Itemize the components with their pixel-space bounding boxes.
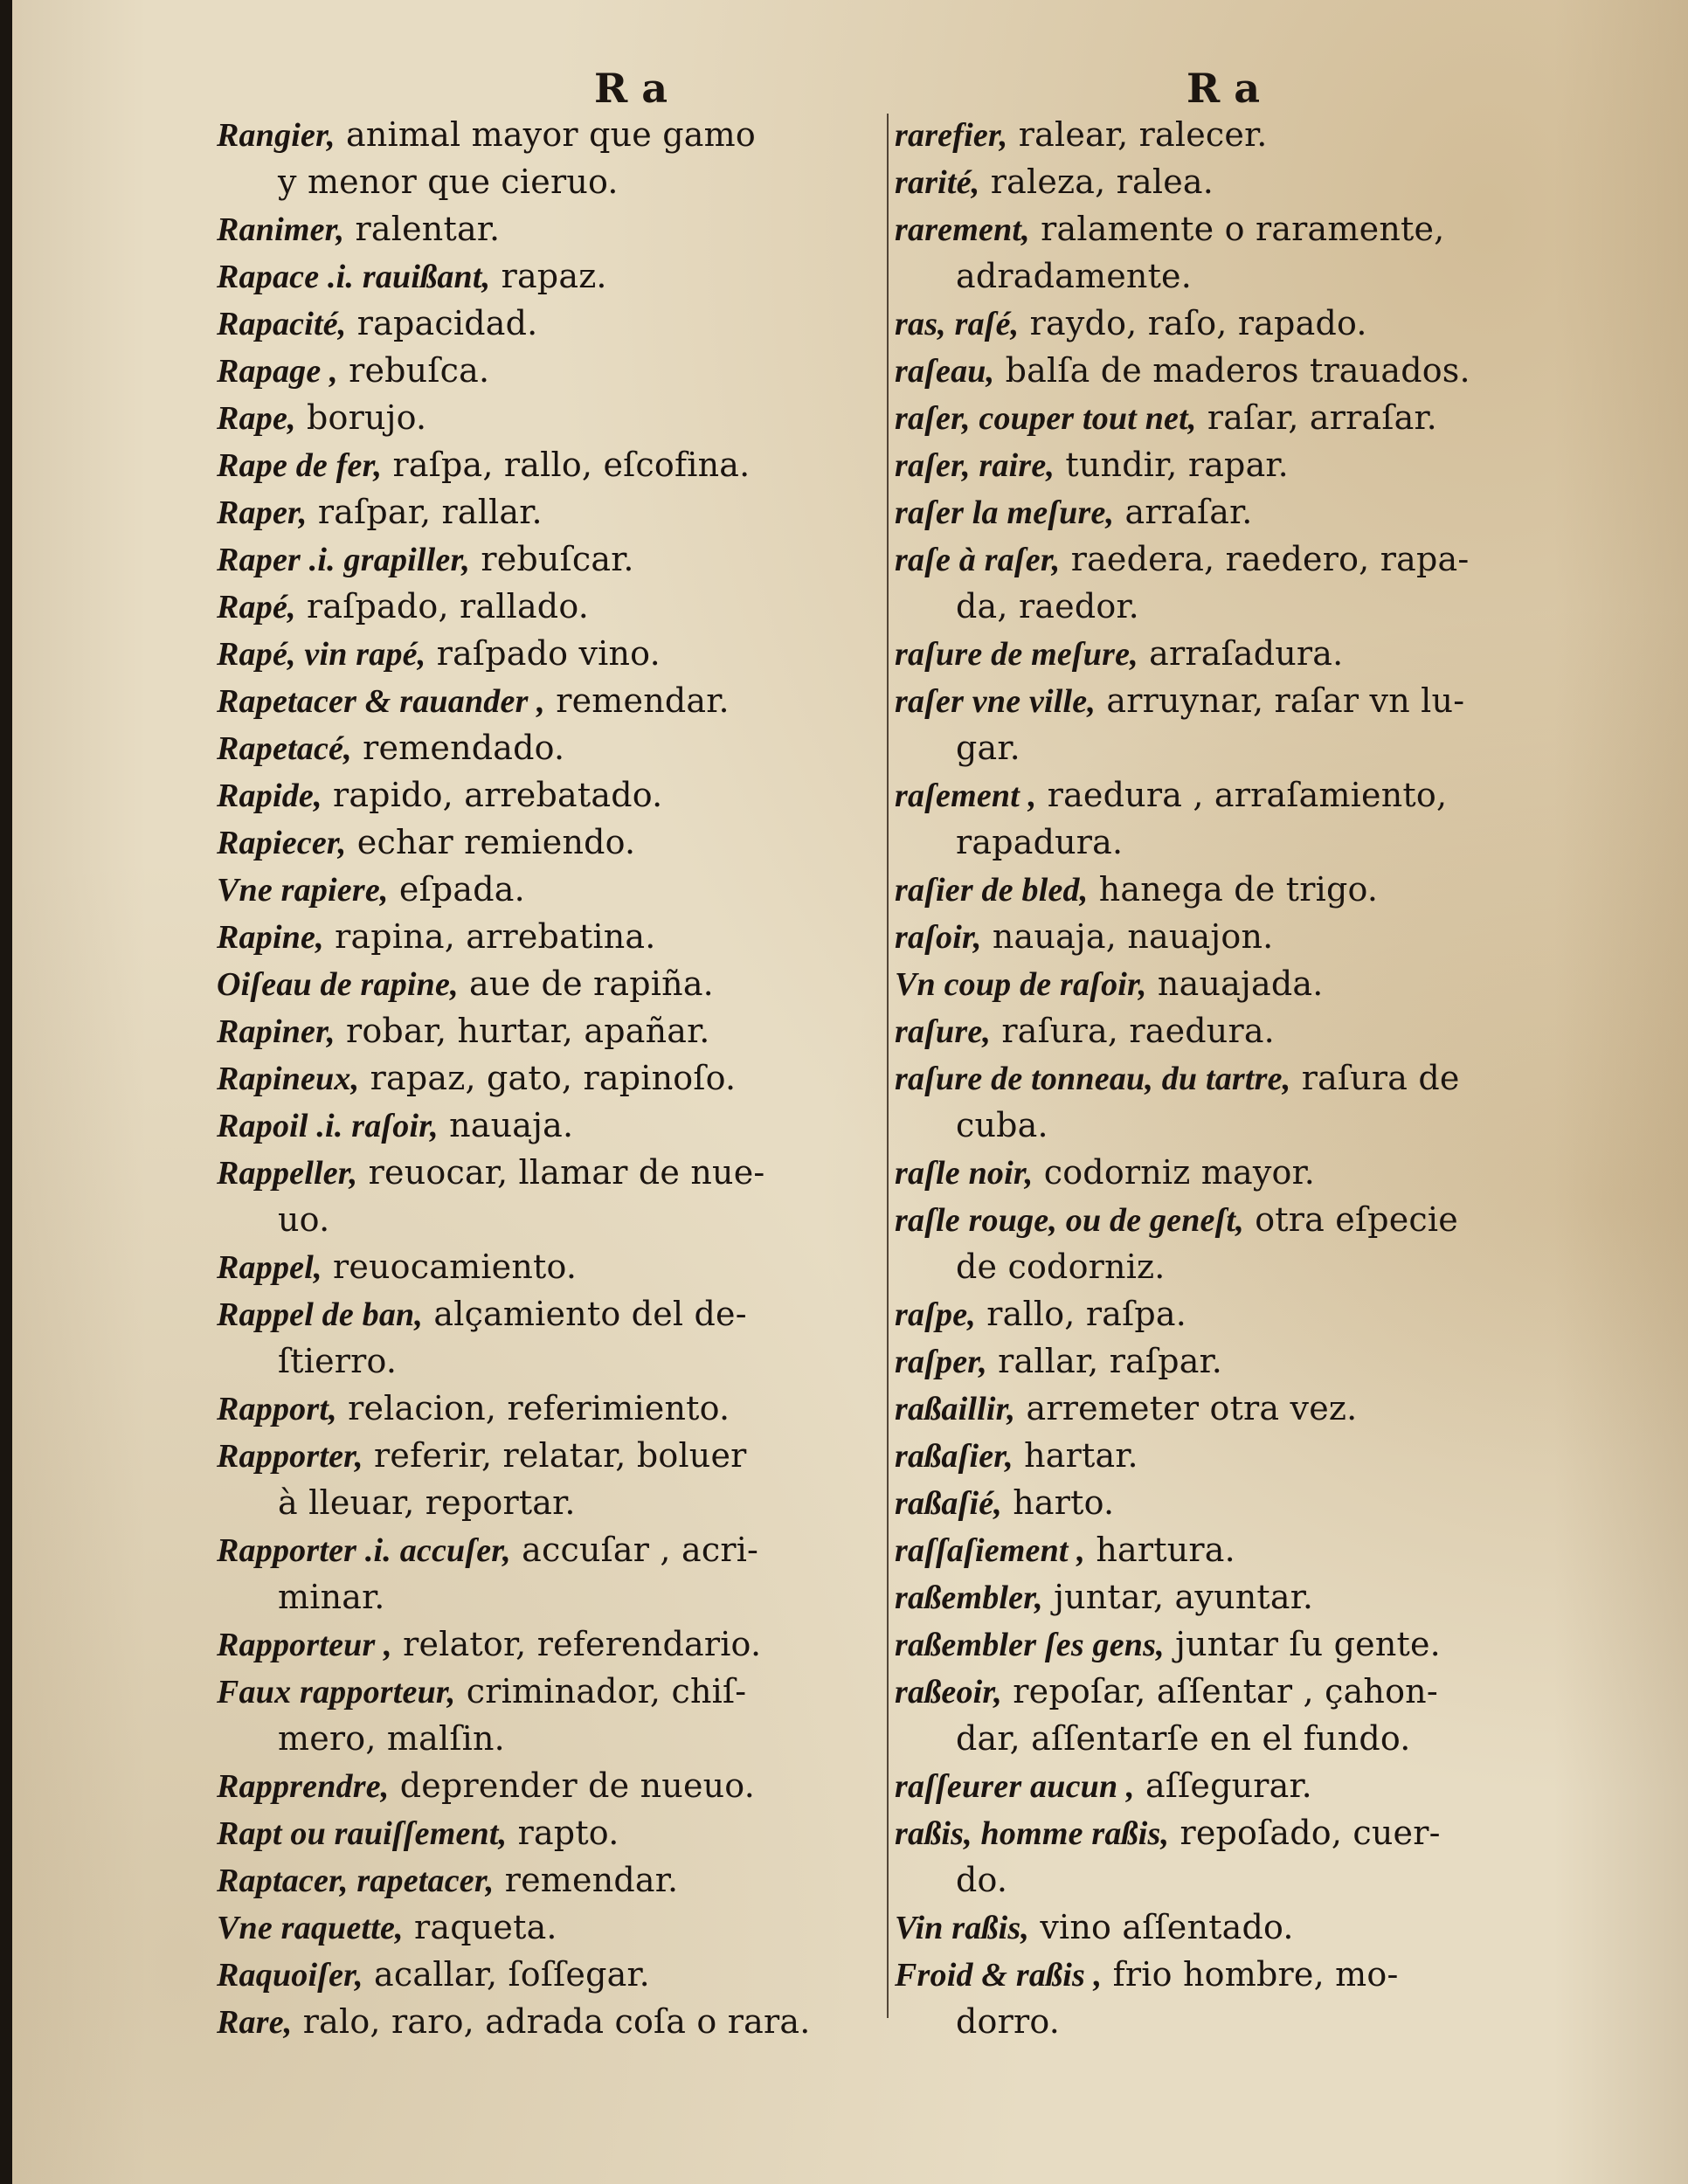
dictionary-entry-line [217,1150,907,1197]
dictionary-entry-line [217,1197,907,1244]
dictionary-entry-line [895,206,1594,253]
entry-headword: Rapage , [217,353,338,390]
entry-definition: hartar. [1013,1436,1138,1475]
entry-headword: Rapineux, [217,1061,360,1097]
entry-definition: cuba. [956,1106,1048,1144]
entry-definition: codorniz mayor. [1033,1153,1316,1192]
entry-definition: balſa de maderos trauados. [994,351,1470,390]
entry-definition: reuocamiento. [322,1248,578,1286]
entry-headword: Rappel, [217,1249,322,1286]
entry-headword: raßaſié, [895,1485,1002,1522]
entry-definition: adradamente. [956,257,1193,295]
dictionary-entry-line [895,112,1594,159]
dictionary-entry-line [217,1102,907,1150]
entry-definition: relacion, referimiento. [336,1389,730,1427]
dictionary-entry-line [895,1999,1594,2046]
entry-definition: rapina, arrebatina. [323,917,656,956]
dictionary-entry-line [217,1999,907,2046]
entry-headword: Rapporteur , [217,1627,392,1663]
entry-definition: rapaz, gato, rapinoſo. [359,1059,737,1097]
dictionary-entry-line [895,1008,1594,1055]
entry-headword: Rapé, vin rapé, [217,636,426,673]
entry-headword: Rapetacer & rauander , [217,683,545,720]
entry-headword: raßis, homme raßis, [895,1815,1170,1852]
entry-definition: ralamente o raramente, [1029,210,1445,248]
entry-definition: reuocar, llamar de nue- [357,1153,765,1192]
entry-definition: acallar, ſoſſegar. [363,1955,650,1994]
left-column-header: R a [594,65,668,112]
dictionary-entry-line [217,112,907,159]
entry-headword: raſeau, [895,353,995,390]
dictionary-entry-line [217,1244,907,1291]
dictionary-entry-line [895,1857,1594,1904]
entry-headword: raſle noir, [895,1155,1034,1192]
dictionary-entry-line [895,1669,1594,1716]
entry-definition: rapadura. [956,823,1124,861]
dictionary-entry-line [217,1763,907,1810]
dictionary-entry-line [895,348,1594,395]
dictionary-entry-line [895,1810,1594,1857]
dictionary-entry-line [217,1716,907,1763]
entry-headword: raſſeurer aucun , [895,1768,1135,1805]
entry-definition: raleza, ralea. [979,162,1214,201]
entry-definition: raſura de [1290,1059,1460,1097]
entry-definition: ralo, raro, adrada coſa o rara. [292,2002,811,2041]
entry-definition: dorro. [956,2002,1061,2041]
entry-headword: Rapt ou rauiſſement, [217,1815,508,1852]
dictionary-entry-line [217,1291,907,1338]
entry-headword: Oiſeau de rapine, [217,966,459,1003]
entry-headword: Vne rapiere, [217,872,389,909]
entry-headword: rarité, [895,164,980,201]
entry-headword: Rappeller, [217,1155,358,1192]
entry-definition: raydo, raſo, rapado. [1019,304,1367,342]
entry-definition: robar, hurtar, apañar. [335,1012,710,1050]
entry-definition: rapacidad. [346,304,538,342]
dictionary-page [12,0,1688,2184]
dictionary-entry-line [217,1810,907,1857]
dictionary-entry-line [895,1904,1594,1952]
dictionary-entry-line [217,631,907,678]
entry-definition: alçamiento del de- [423,1295,747,1333]
dictionary-entry-line [895,1386,1594,1433]
dictionary-entry-line [895,914,1594,961]
entry-headword: raſer, raire, [895,447,1055,484]
entry-headword: raßembler ſes gens, [895,1627,1165,1663]
dictionary-entry-line [217,678,907,725]
dictionary-entry-line [217,772,907,819]
dictionary-entry-line [217,1574,907,1621]
entry-definition: frio hombre, mo- [1102,1955,1399,1994]
entry-definition: tundir, rapar. [1055,446,1289,484]
entry-definition: raſpado, rallado. [295,587,590,625]
dictionary-entry-line [895,1952,1594,1999]
entry-definition: ſtierro. [278,1342,398,1380]
entry-headword: raſoir, [895,919,982,956]
dictionary-entry-line [895,1433,1594,1480]
entry-definition: vino aſſentado. [1029,1908,1294,1946]
entry-headword: raßaillir, [895,1391,1016,1427]
entry-definition: de codorniz. [956,1248,1166,1286]
entry-headword: Rapacité, [217,306,347,342]
entry-definition: gar. [956,729,1020,767]
dictionary-entry-line [217,725,907,772]
entry-headword: Rapporter .i. accuſer, [217,1532,511,1569]
entry-headword: raßembler, [895,1579,1043,1616]
entry-definition: y menor que cieruo. [278,162,619,201]
entry-headword: raßaſier, [895,1438,1013,1475]
entry-definition: à lleuar, reportar. [278,1483,576,1522]
dictionary-entry-line [895,1763,1594,1810]
entry-definition: rapido, arrebatado. [322,776,663,814]
right-column-header: R a [1186,65,1261,112]
entry-headword: Rapporter, [217,1438,363,1475]
dictionary-entry-line [895,1574,1594,1621]
dictionary-entry-line [895,301,1594,348]
entry-definition: raſpa, rallo, eſcofina. [382,446,751,484]
dictionary-entry-line [895,1338,1594,1386]
dictionary-entry-line [217,1904,907,1952]
entry-definition: mero, malſin. [278,1719,505,1758]
entry-definition: aſſegurar. [1134,1766,1312,1805]
entry-definition: raſar, arraſar. [1196,398,1437,437]
entry-definition: repoſar, aſſentar , çahon- [1002,1672,1438,1711]
entry-definition: rebuſca. [337,351,490,390]
entry-definition: otra eſpecie [1243,1200,1458,1239]
column-divider [887,114,889,2018]
entry-headword: raſſaſiement , [895,1532,1086,1569]
dictionary-entry-line [217,1433,907,1480]
entry-definition: remendado. [351,729,565,767]
dictionary-entry-line [895,584,1594,631]
dictionary-entry-line [895,1197,1594,1244]
dictionary-entry-line [217,253,907,301]
entry-headword: raſle rouge, ou de geneſt, [895,1202,1244,1239]
entry-headword: Rangier, [217,117,336,154]
dictionary-entry-line [217,1527,907,1574]
dictionary-entry-line [217,1952,907,1999]
entry-definition: hartura. [1085,1531,1235,1569]
dictionary-entry-line [217,867,907,914]
entry-definition: rapto. [507,1814,619,1852]
entry-headword: raſement , [895,778,1037,814]
dictionary-entry-line [895,1480,1594,1527]
dictionary-entry-line [895,442,1594,489]
entry-headword: Raper .i. grapiller, [217,542,471,578]
dictionary-entry-line [217,1857,907,1904]
dictionary-entry-line [217,159,907,206]
entry-headword: Rapace .i. rauißant, [217,259,491,295]
dictionary-entry-line [217,348,907,395]
dictionary-entry-line [217,1386,907,1433]
entry-definition: raſura, raedura. [991,1012,1275,1050]
entry-headword: Froid & raßis , [895,1957,1103,1994]
entry-headword: Rape de fer, [217,447,383,484]
entry-definition: relator, referendario. [391,1625,762,1663]
entry-headword: raſer, couper tout net, [895,400,1197,437]
dictionary-entry-line [895,489,1594,536]
entry-definition: repoſado, cuer- [1169,1814,1441,1852]
entry-definition: echar remiendo. [346,823,636,861]
entry-definition: arraſadura. [1138,634,1344,673]
left-column [217,112,907,2046]
entry-definition: rebuſcar. [470,540,634,578]
entry-headword: Ranimer, [217,211,345,248]
entry-headword: raſier de bled, [895,872,1089,909]
entry-definition: remendar. [544,681,730,720]
dictionary-entry-line [895,1621,1594,1669]
entry-definition: arruynar, raſar vn lu- [1096,681,1465,720]
entry-headword: Rapiner, [217,1013,336,1050]
entry-headword: Rapine, [217,919,324,956]
entry-definition: eſpada. [388,870,525,909]
entry-definition: raſpado vino. [425,634,661,673]
dictionary-entry-line [217,1480,907,1527]
entry-headword: ras, raſé, [895,306,1020,342]
entry-definition: uo. [278,1200,330,1239]
entry-headword: raſe à raſer, [895,542,1061,578]
entry-headword: Rapiecer, [217,825,347,861]
dictionary-entry-line [895,1244,1594,1291]
entry-headword: Vne raquette, [217,1910,404,1946]
dictionary-entry-line [895,1716,1594,1763]
dictionary-entry-line [895,772,1594,819]
dictionary-entry-line [217,1055,907,1102]
entry-definition: arremeter otra vez. [1015,1389,1358,1427]
dictionary-entry-line [895,1055,1594,1102]
entry-definition: nauaja. [438,1106,574,1144]
entry-definition: aue de rapiña. [458,964,714,1003]
entry-headword: Rare, [217,2004,293,2041]
entry-definition: referir, relatar, boluer [363,1436,747,1475]
entry-headword: raſure de meſure, [895,636,1138,673]
dictionary-entry-line [217,1621,907,1669]
dictionary-entry-line [217,584,907,631]
entry-headword: Rapé, [217,589,296,625]
entry-definition: raqueta. [403,1908,557,1946]
dictionary-entry-line [217,1669,907,1716]
entry-headword: Rapide, [217,778,322,814]
entry-headword: raſer la meſure, [895,494,1115,531]
dictionary-entry-line [217,206,907,253]
dictionary-entry-line [895,253,1594,301]
dictionary-entry-line [895,1150,1594,1197]
dictionary-entry-line [895,536,1594,584]
dictionary-entry-line [217,442,907,489]
entry-definition: accuſar , acri- [510,1531,759,1569]
entry-headword: Vn coup de raſoir, [895,966,1147,1003]
entry-definition: minar. [278,1578,385,1616]
entry-definition: deprender de nueuo. [389,1766,755,1805]
entry-definition: nauajada. [1146,964,1324,1003]
entry-headword: Rape, [217,400,296,437]
dictionary-entry-line [895,1102,1594,1150]
dictionary-entry-line [217,1338,907,1386]
entry-headword: raſer vne ville, [895,683,1097,720]
entry-definition: animal mayor que gamo [335,115,756,154]
entry-definition: raedura , arraſamiento, [1036,776,1448,814]
entry-definition: harto. [1001,1483,1115,1522]
entry-definition: criminador, chiſ- [455,1672,747,1711]
dictionary-entry-line [217,395,907,442]
dictionary-entry-line [217,536,907,584]
dictionary-entry-line [217,489,907,536]
entry-definition: juntar ſu gente. [1164,1625,1441,1663]
entry-definition: ralear, ralecer. [1007,115,1268,154]
entry-headword: Rapport, [217,1391,337,1427]
dictionary-entry-line [895,961,1594,1008]
entry-headword: Rapprendre, [217,1768,390,1805]
dictionary-entry-line [217,914,907,961]
entry-headword: Rapoil .i. raſoir, [217,1108,439,1144]
dictionary-entry-line [895,631,1594,678]
entry-definition: rallo, raſpa. [976,1295,1187,1333]
entry-definition: remendar. [494,1861,679,1899]
entry-definition: borujo. [295,398,427,437]
entry-definition: nauaja, nauajon. [981,917,1274,956]
entry-headword: Raptacer, rapetacer, [217,1863,495,1899]
dictionary-entry-line [895,1527,1594,1574]
dictionary-entry-line [895,867,1594,914]
entry-headword: raſper, [895,1344,987,1380]
right-column [895,112,1594,2046]
entry-definition: da, raedor. [956,587,1139,625]
entry-headword: Rappel de ban, [217,1296,424,1333]
dictionary-entry-line [895,725,1594,772]
entry-headword: Raquoiſer, [217,1957,363,1994]
dictionary-entry-line [895,678,1594,725]
entry-headword: raßeoir, [895,1674,1003,1711]
entry-headword: raſure de tonneau, du tartre, [895,1061,1291,1097]
entry-headword: Faux rapporteur, [217,1674,456,1711]
dictionary-entry-line [217,961,907,1008]
entry-headword: raſure, [895,1013,992,1050]
dictionary-entry-line [895,819,1594,867]
dictionary-entry-line [217,301,907,348]
entry-headword: Vin raßis, [895,1910,1030,1946]
entry-definition: rallar, raſpar. [986,1342,1223,1380]
entry-headword: Rapetacé, [217,730,352,767]
entry-definition: dar, aſſentarſe en el fundo. [956,1719,1411,1758]
entry-headword: Raper, [217,494,308,531]
entry-definition: raſpar, rallar. [307,493,543,531]
entry-definition: raedera, raedero, rapa- [1060,540,1470,578]
entry-definition: juntar, ayuntar. [1042,1578,1314,1616]
entry-definition: arraſar. [1114,493,1253,531]
entry-headword: raſpe, [895,1296,977,1333]
dictionary-entry-line [895,159,1594,206]
dictionary-entry-line [217,819,907,867]
entry-definition: ralentar. [344,210,501,248]
entry-definition: rapaz. [490,257,607,295]
dictionary-entry-line [895,395,1594,442]
entry-headword: rarefier, [895,117,1008,154]
entry-definition: do. [956,1861,1008,1899]
dictionary-entry-line [217,1008,907,1055]
dictionary-entry-line [895,1291,1594,1338]
entry-definition: hanega de trigo. [1088,870,1379,909]
entry-headword: rarement, [895,211,1030,248]
